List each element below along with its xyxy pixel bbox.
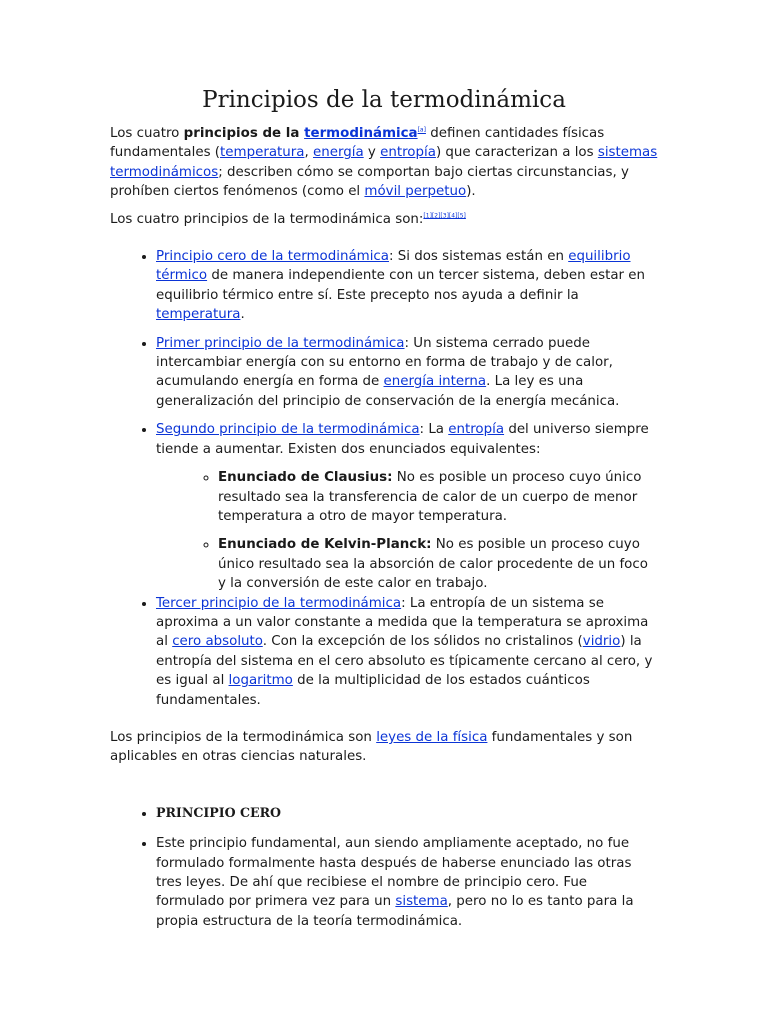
link-entropia-2[interactable]: entropía xyxy=(448,422,505,438)
note-a xyxy=(418,127,426,134)
list-item-kelvin-planck: ◦ Enunciado de Kelvin-Planck: No es posible un proceso cuyo único resultado sea la absorción de calor procedente de un foco y la conversión de este calor en trabajo. xyxy=(218,535,658,593)
link-temperatura[interactable]: temperatura xyxy=(220,145,305,161)
intro2-paragraph: Los cuatro principios de la termodinámica son:[1][2][3][4][5] xyxy=(110,211,466,227)
list-item-primer-principio: • Primer principio de la termodinámica: Un sistema cerrado puede intercambiar energía con su entorno en forma de trabajo y de calor, acumulando energía en forma de energía interna. La ley es una generalización del principio de conservación de la energía mecánica. xyxy=(156,334,658,412)
article xyxy=(110,84,658,942)
kelvin-planck-label: Enunciado de Kelvin-Planck: xyxy=(218,537,432,553)
link-leyes-de-la-fisica[interactable]: leyes de la física xyxy=(376,729,488,745)
link-vidrio[interactable]: vidrio xyxy=(582,634,621,650)
principles-list xyxy=(110,247,658,710)
section-body-item: • Este principio fundamental, aun siendo ampliamente aceptado, no fue formulado formalmente hasta después de haberse enunciado las otras tres leyes. De ahí que recibiese el nombre de principio cero. Fue formulado por primera vez para un sistema, pero no lo es tanto para la propia estructura de la teoría termodinámica. xyxy=(156,834,658,931)
link-equilibrio-termico[interactable]: equilibrio térmico xyxy=(156,249,631,284)
link-primer-principio[interactable]: Primer principio de la termodinámica xyxy=(156,335,405,351)
references-link[interactable]: [1][2][3][4][5] xyxy=(423,212,466,220)
list-item-segundo-principio: • Segundo principio de la termodinámica: La entropía del universo siempre tiende a aumentar. Existen dos enunciados equivalentes: ◦ Enunciado de Clausius: No es posible un proceso cuyo único resultado sea la transferencia de calor de un cuerpo de menor temperatura a otro de mayor temperatura. ◦ Enunciado de Kelvin-Planck: No es posible un proceso cuyo único resultado sea la absorción de calor procedente de un foco y la conversión de este calor en trabajo. xyxy=(156,420,658,593)
closing-paragraph: Los principios de la termodinámica son leyes de la física fundamentales y son aplicables en otras ciencias naturales. xyxy=(110,729,633,765)
link-movil-perpetuo[interactable]: móvil perpetuo xyxy=(364,184,467,200)
intro-bold-term: principios de la xyxy=(183,126,305,141)
list-item-principio-cero: • Principio cero de la termodinámica: Si dos sistemas están en equilibrio térmico de manera independiente con un tercer sistema, deben estar en equilibrio térmico entre sí. Este precepto nos ayuda a definir la temperatura. xyxy=(156,247,658,325)
link-sistema[interactable]: sistema xyxy=(395,894,448,910)
principio-cero-section xyxy=(110,803,658,931)
section-heading: PRINCIPIO CERO xyxy=(156,804,282,820)
link-energia-interna[interactable]: energía interna xyxy=(383,374,487,390)
link-logaritmo[interactable]: logaritmo xyxy=(228,673,293,689)
link-termodinamica[interactable]: termodinámica xyxy=(304,126,418,141)
link-cero-absoluto[interactable]: cero absoluto xyxy=(172,634,263,650)
link-segundo-principio[interactable]: Segundo principio de la termodinámica xyxy=(156,422,420,438)
intro-paragraph: Los cuatro principios de la termodinámica[a] definen cantidades físicas fundamentales (temperatura, energía y entropía) que caracterizan a los sistemas termodinámicos; describen cómo se comportan bajo ciertas circunstancias, y prohíben ciertos fenómenos (como el móvil perpetuo). xyxy=(110,126,658,200)
link-energia[interactable]: energía xyxy=(313,145,364,161)
clausius-label: Enunciado de Clausius: xyxy=(218,470,393,486)
list-item-clausius: ◦ Enunciado de Clausius: No es posible un proceso cuyo único resultado sea la transferencia de calor de un cuerpo de menor temperatura a otro de mayor temperatura. xyxy=(218,468,658,526)
list-item-tercer-principio: • Tercer principio de la termodinámica: La entropía de un sistema se aproxima a un valor constante a medida que la temperatura se aproxima al cero absoluto. Con la excepción de los sólidos no cristalinos (vidrio) la entropía del sistema en el cero absoluto es típicamente cercano al cero, y es igual al logaritmo de la multiplicidad de los estados cuánticos fundamentales. xyxy=(156,594,658,710)
link-entropia[interactable]: entropía xyxy=(380,145,436,161)
enunciados-list xyxy=(156,468,658,593)
page-title: Principios de la termodinámica xyxy=(202,87,566,113)
link-tercer-principio[interactable]: Tercer principio de la termodinámica xyxy=(156,595,402,611)
section-heading-item xyxy=(156,803,658,823)
link-sistemas-termodinamicos[interactable]: sistemas termodinámicos xyxy=(110,145,658,180)
note-a-link[interactable]: [a] xyxy=(417,126,426,134)
references xyxy=(423,212,466,219)
link-principio-cero[interactable]: Principio cero de la termodinámica xyxy=(156,249,389,265)
link-temperatura-2[interactable]: temperatura xyxy=(156,307,241,323)
